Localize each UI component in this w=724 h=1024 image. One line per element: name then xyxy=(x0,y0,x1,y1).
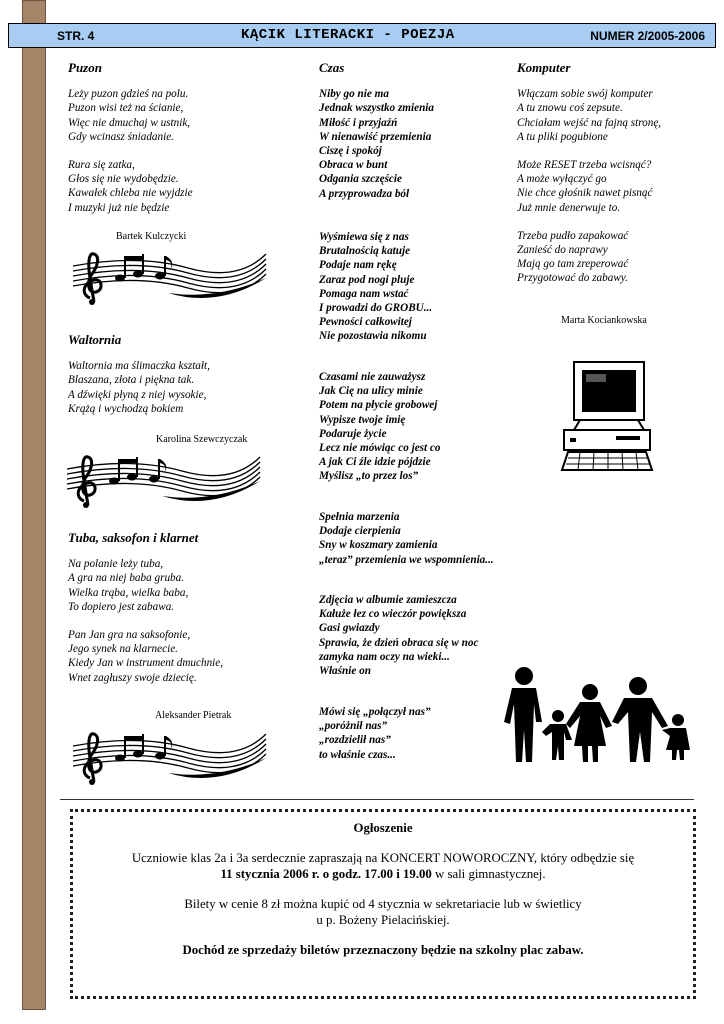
poem-line: Leży puzon gdzieś na polu. xyxy=(68,88,189,101)
poem-line: Pomaga nam wstać xyxy=(319,287,409,300)
poem-line: Sprawia, że dzień obraca się w noc xyxy=(319,636,479,649)
music-notes-icon xyxy=(68,728,268,786)
author-name: Marta Kociankowska xyxy=(561,315,647,326)
poem-line: Odgania szczęście xyxy=(319,173,402,186)
poem-title: Tuba, saksofon i klarnet xyxy=(68,530,199,545)
poem-line: Na polanie leży tuba, xyxy=(68,558,164,571)
poem-line: A jak Ci źle idzie pójdzie xyxy=(319,456,431,469)
poem-line: Kawałek chleba nie wyjdzie xyxy=(68,187,193,200)
poem-line: Wielka trąba, wielka baba, xyxy=(68,586,189,599)
poem-czas xyxy=(319,61,434,215)
poem-line: Pan Jan gra na saksofonie, xyxy=(68,629,191,642)
poem-line: Brutalnością katuje xyxy=(319,245,411,258)
poem-line: Pewności całkowitej xyxy=(319,316,412,329)
announcement-proceeds xyxy=(73,942,693,958)
poem-line: „poróżnił nas” xyxy=(319,720,388,733)
poem-line: Nie chce głośnik nawet pisnąć xyxy=(517,187,653,200)
poem-tuba xyxy=(68,531,223,699)
announcement-title: Ogłoszenie xyxy=(353,821,413,835)
poem-line: Potem na płycie grobowej xyxy=(319,399,438,412)
poem-line: zamyka nam oczy na wieki... xyxy=(319,650,450,663)
computer-icon xyxy=(560,360,655,472)
poem-title: Puzon xyxy=(68,60,102,75)
poem-line: Sny w koszmary zamienia xyxy=(319,539,438,552)
author-name: Karolina Szewczyczak xyxy=(156,434,248,445)
poem-line: Podaruje życie xyxy=(319,427,387,440)
poem-line: Czasami nie zauważysz xyxy=(319,371,426,383)
poem-line: Waltornia ma ślimaczka kształt, xyxy=(68,360,210,373)
poem-title: Komputer xyxy=(517,60,571,75)
poem-line: Krążą i wychodzą bokiem xyxy=(68,402,184,415)
poem-waltornia xyxy=(68,333,210,430)
announcement-text: Uczniowie klas 2a i 3a serdecznie zapraszają na KONCERT NOWOROCZNY, który odbędzie się xyxy=(131,851,635,865)
poem-line: Mają go tam zreperować xyxy=(517,258,629,271)
poem-line: Gdy wcinasz śniadanie. xyxy=(68,130,174,143)
poem-line: Głos się nie wydobędzie. xyxy=(68,173,179,186)
section-divider xyxy=(60,799,694,800)
issue-number: NUMER 2/2005-2006 xyxy=(590,29,705,43)
poem-line: Jego synek na klarnecie. xyxy=(68,643,178,656)
poem-line: Blaszana, złota i piękna tak. xyxy=(68,374,195,387)
poem-line: Może RESET trzeba wcisnąć? xyxy=(517,159,652,172)
poem-line: Właśnie on xyxy=(319,665,371,678)
poem-line: Jak Cię na ulicy minie xyxy=(319,385,423,398)
poem-line: Wnet zagłuszy swoje dziecię. xyxy=(68,671,197,684)
poem-line: Myślisz „to przez los” xyxy=(319,470,419,483)
poem-line: Zaraz pod nogi pluje xyxy=(319,273,415,286)
poem-line: A przyprowadza ból xyxy=(319,187,410,200)
poem-line: I muzyki już nie będzie xyxy=(68,201,170,214)
poem-line: Trzeba pudło zapakować xyxy=(517,229,629,242)
poem-line: Włączam sobie swój komputer xyxy=(517,88,653,101)
author-name: Aleksander Pietrak xyxy=(155,710,232,721)
poem-line: Nie pozostawia nikomu xyxy=(319,330,427,343)
poem-line: Ciszę i spokój xyxy=(319,145,382,158)
poem-line: Dodaje cierpienia xyxy=(319,525,401,538)
poem-komputer xyxy=(517,61,661,300)
poem-line: Miłość i przyjaźń xyxy=(319,116,398,129)
poem-line: Mówi się „połączył nas” xyxy=(319,706,431,718)
announcement-box xyxy=(70,809,696,999)
poem-line: Wyśmiewa się z nas xyxy=(319,231,409,243)
poem-line: Spełnia marzenia xyxy=(319,511,400,523)
poem-title: Waltornia xyxy=(68,332,122,347)
announcement-tickets: Bilety w cenie 8 zł można kupić od 4 stycznia w sekretariacie lub w świetlicy xyxy=(184,897,582,911)
announcement-location: w sali gimnastycznej. xyxy=(431,867,546,881)
family-silhouette-icon xyxy=(498,664,694,764)
poem-line: Gasi gwiazdy xyxy=(319,622,380,635)
poem-line: W nienawiść przemienia xyxy=(319,130,432,143)
poem-czas-stanza-6 xyxy=(319,705,431,762)
poem-line: Rura się zatka, xyxy=(68,159,135,172)
poem-line: I prowadzi do GROBU... xyxy=(319,302,433,315)
left-decorative-bar xyxy=(22,0,46,1010)
poem-line: Chciałam wejść na fajną stronę, xyxy=(517,116,662,129)
poem-puzon xyxy=(68,61,193,229)
announcement-tickets-contact: u p. Bożeny Pielacińskiej. xyxy=(316,913,450,927)
poem-line: Puzon wisi też na ścianie, xyxy=(68,102,184,115)
page-number: STR. 4 xyxy=(57,29,95,43)
poem-line: Kałuże łez co wieczór powiększa xyxy=(319,608,467,621)
poem-line: A dźwięki płyną z niej wysokie, xyxy=(68,388,207,401)
poem-line: A tu znowu coś zepsute. xyxy=(517,102,623,115)
poem-czas-stanza-3 xyxy=(319,370,440,484)
author-name: Bartek Kulczycki xyxy=(116,231,187,242)
page-header xyxy=(8,23,716,48)
poem-line: Kiedy Jan w instrument dmuchnie, xyxy=(68,657,224,670)
poem-line: to właśnie czas... xyxy=(319,748,396,761)
poem-line: A tu pliki pogubione xyxy=(517,130,608,143)
poem-line: Przygotować do zabawy. xyxy=(517,272,628,285)
poem-line: Zanieść do naprawy xyxy=(517,244,608,257)
poem-czas-stanza-5 xyxy=(319,593,478,678)
section-title: KĄCIK LITERACKI - POEZJA xyxy=(241,27,455,43)
poem-line: A gra na niej baba gruba. xyxy=(68,572,185,585)
poem-line: Obraca w bunt xyxy=(319,159,388,172)
poem-czas-stanza-2 xyxy=(319,230,432,344)
announcement-date: 11 stycznia 2006 r. o godz. 17.00 i 19.00 xyxy=(220,867,432,881)
poem-line: Więc nie dmuchaj w ustnik, xyxy=(68,116,191,129)
poem-line: Wypisze twoje imię xyxy=(319,413,406,426)
music-notes-icon xyxy=(62,451,262,509)
announcement-date-line xyxy=(73,866,693,882)
music-notes-icon xyxy=(68,248,268,306)
poem-line: Lecz nie mówiąc co jest co xyxy=(319,442,441,455)
poem-line: Podaje nam rękę xyxy=(319,259,397,272)
poem-line: Już mnie denerwuje to. xyxy=(517,201,621,214)
announcement-proceeds-text: Dochód ze sprzedaży biletów przeznaczony będzie na szkolny plac zabaw. xyxy=(182,943,584,957)
poem-line: A może wyłączyć go xyxy=(517,173,607,186)
poem-line: „teraz” przemienia we wspomnienia... xyxy=(319,553,494,566)
poem-czas-stanza-4 xyxy=(319,510,494,567)
poem-line: Jednak wszystko zmienia xyxy=(319,102,434,115)
poem-line: Zdjęcia w albumie zamieszcza xyxy=(319,594,457,606)
poem-line: „rozdzielił nas” xyxy=(319,734,391,747)
poem-line: Niby go nie ma xyxy=(319,88,389,101)
poem-title: Czas xyxy=(319,60,345,75)
poem-line: To dopiero jest zabawa. xyxy=(68,600,175,613)
